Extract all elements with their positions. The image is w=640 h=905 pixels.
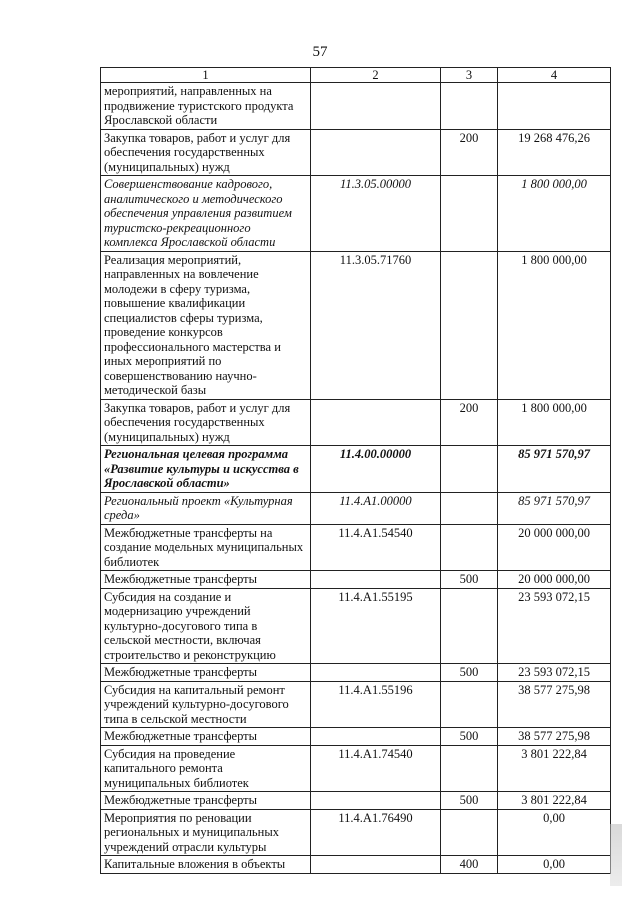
table-row bbox=[101, 571, 611, 589]
row-code-cell: 11.4.A1.74540 bbox=[311, 745, 441, 792]
table-row bbox=[101, 176, 611, 252]
row-amount-cell: 0,00 bbox=[498, 809, 611, 856]
row-name-cell: Межбюджетные трансферты bbox=[101, 728, 311, 746]
row-code-cell: 11.4.00.00000 bbox=[311, 446, 441, 493]
row-name-cell: Совершенствование кадрового, аналитического и методического обеспечения управления развитием туристско-рекреационного комплекса Ярославской области bbox=[101, 176, 311, 252]
scan-edge-mark bbox=[610, 824, 622, 886]
row-name-cell: Субсидия на проведение капитального ремонта муниципальных библиотек bbox=[101, 745, 311, 792]
table-header-row bbox=[101, 68, 611, 83]
table-row bbox=[101, 745, 611, 792]
row-code-cell: 11.4.A1.55195 bbox=[311, 588, 441, 664]
row-code-cell bbox=[311, 856, 441, 874]
row-name-cell: Капитальные вложения в объекты bbox=[101, 856, 311, 874]
row-name-cell: Субсидия на создание и модернизацию учреждений культурно-досугового типа в сельской местности, включая строительство и реконструкцию bbox=[101, 588, 311, 664]
row-type-cell: 500 bbox=[441, 792, 498, 810]
row-amount-cell: 38 577 275,98 bbox=[498, 681, 611, 728]
table-row bbox=[101, 251, 611, 399]
row-amount-cell: 19 268 476,26 bbox=[498, 129, 611, 176]
row-name-cell: Региональный проект «Культурная среда» bbox=[101, 492, 311, 524]
table-row bbox=[101, 792, 611, 810]
column-header: 1 bbox=[101, 68, 311, 83]
row-amount-cell: 1 800 000,00 bbox=[498, 251, 611, 399]
row-amount-cell: 3 801 222,84 bbox=[498, 745, 611, 792]
row-type-cell: 200 bbox=[441, 399, 498, 446]
row-amount-cell: 1 800 000,00 bbox=[498, 399, 611, 446]
row-code-cell bbox=[311, 571, 441, 589]
row-code-cell bbox=[311, 792, 441, 810]
row-type-cell bbox=[441, 524, 498, 571]
row-name-cell: мероприятий, направленных на продвижение туристского продукта Ярославской области bbox=[101, 83, 311, 130]
row-code-cell bbox=[311, 399, 441, 446]
row-code-cell bbox=[311, 728, 441, 746]
row-amount-cell: 23 593 072,15 bbox=[498, 664, 611, 682]
row-amount-cell: 85 971 570,97 bbox=[498, 446, 611, 493]
row-type-cell: 500 bbox=[441, 728, 498, 746]
row-amount-cell: 38 577 275,98 bbox=[498, 728, 611, 746]
row-type-cell bbox=[441, 681, 498, 728]
table-row bbox=[101, 856, 611, 874]
row-type-cell bbox=[441, 446, 498, 493]
row-name-cell: Региональная целевая программа «Развитие культуры и искусства в Ярославской области» bbox=[101, 446, 311, 493]
row-type-cell bbox=[441, 251, 498, 399]
row-type-cell bbox=[441, 176, 498, 252]
row-name-cell: Реализация мероприятий, направленных на вовлечение молодежи в сферу туризма, повышение квалификации специалистов сферы туризма, проведение конкурсов профессионального мастерства и иных мероприятий по совершенствованию научно-методической базы bbox=[101, 251, 311, 399]
table-row bbox=[101, 446, 611, 493]
row-type-cell bbox=[441, 492, 498, 524]
budget-table bbox=[100, 67, 611, 874]
row-amount-cell: 20 000 000,00 bbox=[498, 524, 611, 571]
table-row bbox=[101, 681, 611, 728]
table-row bbox=[101, 664, 611, 682]
row-code-cell: 11.3.05.00000 bbox=[311, 176, 441, 252]
row-type-cell bbox=[441, 588, 498, 664]
row-code-cell bbox=[311, 664, 441, 682]
table-row bbox=[101, 809, 611, 856]
row-name-cell: Межбюджетные трансферты bbox=[101, 792, 311, 810]
row-name-cell: Межбюджетные трансферты на создание модельных муниципальных библиотек bbox=[101, 524, 311, 571]
page-number: 57 bbox=[312, 44, 328, 60]
column-header: 4 bbox=[498, 68, 611, 83]
row-code-cell: 11.4.A1.55196 bbox=[311, 681, 441, 728]
row-name-cell: Межбюджетные трансферты bbox=[101, 571, 311, 589]
row-type-cell bbox=[441, 809, 498, 856]
row-amount-cell bbox=[498, 83, 611, 130]
row-amount-cell: 1 800 000,00 bbox=[498, 176, 611, 252]
row-code-cell bbox=[311, 83, 441, 130]
row-amount-cell: 3 801 222,84 bbox=[498, 792, 611, 810]
row-code-cell: 11.4.A1.54540 bbox=[311, 524, 441, 571]
table-row bbox=[101, 728, 611, 746]
table-row bbox=[101, 492, 611, 524]
table-row bbox=[101, 399, 611, 446]
row-name-cell: Закупка товаров, работ и услуг для обеспечения государственных (муниципальных) нужд bbox=[101, 129, 311, 176]
row-code-cell: 11.4.A1.00000 bbox=[311, 492, 441, 524]
table-row bbox=[101, 588, 611, 664]
row-code-cell: 11.3.05.71760 bbox=[311, 251, 441, 399]
row-type-cell: 400 bbox=[441, 856, 498, 874]
table-row bbox=[101, 129, 611, 176]
row-amount-cell: 23 593 072,15 bbox=[498, 588, 611, 664]
column-header: 2 bbox=[311, 68, 441, 83]
row-name-cell: Субсидия на капитальный ремонт учреждений культурно-досугового типа в сельской местности bbox=[101, 681, 311, 728]
table-row bbox=[101, 83, 611, 130]
row-name-cell: Закупка товаров, работ и услуг для обеспечения государственных (муниципальных) нужд bbox=[101, 399, 311, 446]
row-name-cell: Мероприятия по реновации региональных и муниципальных учреждений отрасли культуры bbox=[101, 809, 311, 856]
row-amount-cell: 0,00 bbox=[498, 856, 611, 874]
row-type-cell: 500 bbox=[441, 571, 498, 589]
row-code-cell: 11.4.A1.76490 bbox=[311, 809, 441, 856]
column-header: 3 bbox=[441, 68, 498, 83]
row-amount-cell: 20 000 000,00 bbox=[498, 571, 611, 589]
table-row bbox=[101, 524, 611, 571]
row-type-cell: 200 bbox=[441, 129, 498, 176]
row-type-cell: 500 bbox=[441, 664, 498, 682]
row-name-cell: Межбюджетные трансферты bbox=[101, 664, 311, 682]
row-type-cell bbox=[441, 83, 498, 130]
row-type-cell bbox=[441, 745, 498, 792]
row-amount-cell: 85 971 570,97 bbox=[498, 492, 611, 524]
row-code-cell bbox=[311, 129, 441, 176]
